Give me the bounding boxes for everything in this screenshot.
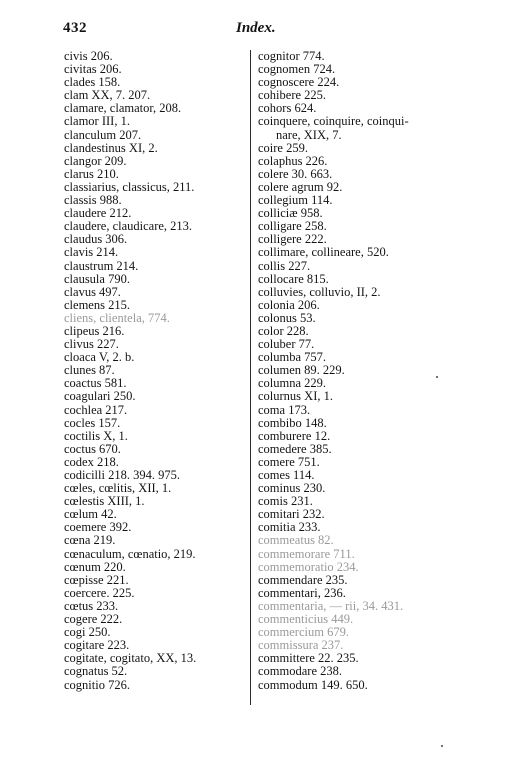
index-entry-text: clam XX, 7. 207. <box>64 88 151 103</box>
index-entry-text: cloaca V, 2. b. <box>64 350 135 365</box>
index-column-right <box>258 50 458 692</box>
index-entry-text: colere agrum 92. <box>258 179 343 194</box>
index-entry-text: classiarius, classicus, 211. <box>64 179 195 194</box>
speck-mark <box>441 745 443 747</box>
index-entry-text: coma 173. <box>258 402 311 417</box>
index-entry-text: clamor III, 1. <box>64 114 130 129</box>
index-entry-text: comes 114. <box>258 468 315 482</box>
index-entry-text: commeatus 82. <box>258 533 334 548</box>
index-entry <box>258 587 458 600</box>
index-entry-text: claudere 212. <box>64 206 132 221</box>
index-entry-text: cominus 230. <box>258 481 326 496</box>
index-entry-text: clemens 215. <box>64 297 130 312</box>
index-entry-text: cohibere 225. <box>258 88 327 103</box>
index-entry-text: clamare, clamator, 208. <box>64 101 182 116</box>
index-entry <box>258 404 458 417</box>
index-entry-text: coagulari 250. <box>64 389 136 404</box>
index-entry <box>258 260 458 273</box>
index-entry-text: cœnaculum, cœnatio, 219. <box>64 546 196 561</box>
index-entry-text: cognoscere 224. <box>258 75 340 90</box>
index-entry <box>258 299 458 312</box>
index-entry <box>258 273 458 286</box>
index-entry <box>64 260 244 273</box>
index-entry-text: commodum 149. 650. <box>258 677 368 692</box>
index-entry <box>64 312 244 325</box>
index-entry-text: color 228. <box>258 323 309 338</box>
index-entry-text: cœlestis XIII, 1. <box>64 494 145 509</box>
index-entry-text: claudus 306. <box>64 232 128 247</box>
index-entry-text: clausula 790. <box>64 271 130 286</box>
speck-mark <box>436 376 438 378</box>
index-entry-text: commenticius 449. <box>258 612 354 627</box>
index-entry-text: colligare 258. <box>258 219 327 234</box>
index-entry-text: coire 259. <box>258 140 308 155</box>
index-entry <box>258 574 458 587</box>
index-entry-text: coemere 392. <box>64 520 132 535</box>
index-entry-text: comis 231. <box>258 494 313 509</box>
index-entry <box>258 142 458 155</box>
index-entry-text: clanculum 207. <box>64 127 142 142</box>
index-entry-text: cogitare 223. <box>64 638 130 653</box>
index-entry-text: cœna 219. <box>64 533 116 548</box>
index-entry-text: colligere 222. <box>258 232 327 247</box>
index-entry-text: cœpisse 221. <box>64 572 129 587</box>
index-entry-text: cognitio 726. <box>64 677 130 692</box>
index-entry <box>258 665 458 678</box>
index-entry <box>258 168 458 181</box>
index-entry <box>64 665 244 678</box>
index-entry <box>64 299 244 312</box>
index-entry <box>64 561 244 574</box>
index-entry-text: cognitor 774. <box>258 49 325 63</box>
index-entry-text: cœtus 233. <box>64 598 119 613</box>
index-entry-text: commendare 235. <box>258 572 348 587</box>
index-entry-text: cœles, cœlitis, XII, 1. <box>64 481 172 496</box>
index-entry-text: columna 229. <box>258 376 327 391</box>
index-entry <box>64 129 244 142</box>
index-entry-text: comere 751. <box>258 454 320 469</box>
index-entry-text: coctilis X, 1. <box>64 428 128 443</box>
index-entry-text: colurnus XI, 1. <box>258 389 333 404</box>
index-entry-text: cohors 624. <box>258 101 317 116</box>
index-entry-text: cœlum 42. <box>64 507 117 522</box>
index-entry-text: committere 22. 235. <box>258 651 359 666</box>
index-entry <box>64 155 244 168</box>
index-entry <box>258 246 458 259</box>
index-entry <box>64 443 244 456</box>
index-entry <box>258 443 458 456</box>
running-head: Index. <box>236 20 276 36</box>
index-entry <box>258 115 458 141</box>
index-entry <box>64 679 244 692</box>
index-entry-text: clavis 214. <box>64 245 119 260</box>
index-entry-text: clivus 227. <box>64 337 119 352</box>
index-entry <box>64 587 244 600</box>
index-entry-text: clangor 209. <box>64 153 127 168</box>
index-entry <box>258 155 458 168</box>
index-entry-text: codicilli 218. 394. 975. <box>64 468 180 482</box>
index-entry-text: cogere 222. <box>64 612 123 627</box>
index-entry-text: colluvies, colluvio, II, 2. <box>258 284 381 299</box>
index-entry <box>64 417 244 430</box>
index-entry-text: civis 206. <box>64 49 113 63</box>
index-entry <box>258 534 458 547</box>
index-entry-text: commercium 679. <box>258 625 349 640</box>
index-entry-text: combibo 148. <box>258 415 327 430</box>
index-entry-text: coercere. 225. <box>64 585 135 600</box>
index-entry <box>258 390 458 403</box>
index-entry-text: colere 30. 663. <box>258 166 333 181</box>
index-entry-text: coinquere, coinquire, coinqui- <box>258 114 409 129</box>
index-entry-text: collimare, collineare, 520. <box>258 245 389 260</box>
index-entry-text: comitari 232. <box>258 507 325 522</box>
column-divider <box>250 50 251 705</box>
index-entry <box>258 548 458 561</box>
index-entry <box>258 417 458 430</box>
index-entry <box>258 430 458 443</box>
index-entry-text: colaphus 226. <box>258 153 328 168</box>
index-entry-continuation: nare, XIX, 7. <box>276 127 342 142</box>
index-entry-text: codex 218. <box>64 454 119 469</box>
index-entry-text: columba 757. <box>258 350 327 365</box>
page-number: 432 <box>63 20 87 36</box>
index-entry-text: cognatus 52. <box>64 664 128 679</box>
index-entry-text: commemoratio 234. <box>258 559 359 574</box>
index-entry <box>64 273 244 286</box>
index-entry-text: clipeus 216. <box>64 323 125 338</box>
index-entry <box>64 404 244 417</box>
index-entry-text: clavus 497. <box>64 284 121 299</box>
index-entry-text: classis 988. <box>64 193 122 208</box>
index-entry <box>64 534 244 547</box>
index-entry-text: columen 89. 229. <box>258 363 345 378</box>
index-entry-text: cocles 157. <box>64 415 121 430</box>
index-entry <box>64 574 244 587</box>
index-entry-text: colonus 53. <box>258 310 316 325</box>
index-entry-text: cogitate, cogitato, XX, 13. <box>64 651 197 666</box>
index-entry-text: collis 227. <box>258 258 311 273</box>
index-entry <box>258 561 458 574</box>
index-entry <box>64 548 244 561</box>
index-entry <box>64 390 244 403</box>
index-entry <box>64 168 244 181</box>
index-entry-text: cœnum 220. <box>64 559 126 574</box>
index-entry-text: cochlea 217. <box>64 402 128 417</box>
index-entry-text: commemorare 711. <box>258 546 355 561</box>
index-column-left <box>64 50 244 692</box>
index-entry-text: colonia 206. <box>258 297 320 312</box>
index-entry-text: cogi 250. <box>64 625 111 640</box>
index-entry <box>64 430 244 443</box>
index-entry-text: comburere 12. <box>258 428 331 443</box>
index-entry-text: clandestinus XI, 2. <box>64 140 158 155</box>
index-entry-text: civitas 206. <box>64 62 122 77</box>
index-entry <box>258 312 458 325</box>
index-entry <box>64 286 244 299</box>
index-entry-text: colliciæ 958. <box>258 206 323 221</box>
index-entry-text: comitia 233. <box>258 520 321 535</box>
index-entry-text: clarus 210. <box>64 166 119 181</box>
index-entry-text: clades 158. <box>64 75 121 90</box>
index-entry-text: cognomen 724. <box>258 62 336 77</box>
index-entry-text: coluber 77. <box>258 337 315 352</box>
index-entry <box>64 246 244 259</box>
index-entry-text: commissura 237. <box>258 638 344 653</box>
index-entry-text: commentari, 236. <box>258 585 346 600</box>
index-entry <box>64 142 244 155</box>
index-entry-text: collegium 114. <box>258 193 333 208</box>
index-entry-text: claustrum 214. <box>64 258 139 273</box>
index-entry <box>258 679 458 692</box>
index-entry <box>64 115 244 128</box>
index-entry-text: claudere, claudicare, 213. <box>64 219 193 234</box>
index-entry-text: comedere 385. <box>258 441 332 456</box>
index-entry-text: collocare 815. <box>258 271 329 286</box>
index-entry <box>258 286 458 299</box>
index-entry-text: cliens, clientela, 774. <box>64 310 170 325</box>
index-entry-text: commodare 238. <box>258 664 343 679</box>
index-entry-text: clunes 87. <box>64 363 115 378</box>
index-entry-text: coctus 670. <box>64 441 121 456</box>
index-entry-text: coactus 581. <box>64 376 127 391</box>
index-entry-text: commentaria, — rii, 34. 431. <box>258 598 404 613</box>
